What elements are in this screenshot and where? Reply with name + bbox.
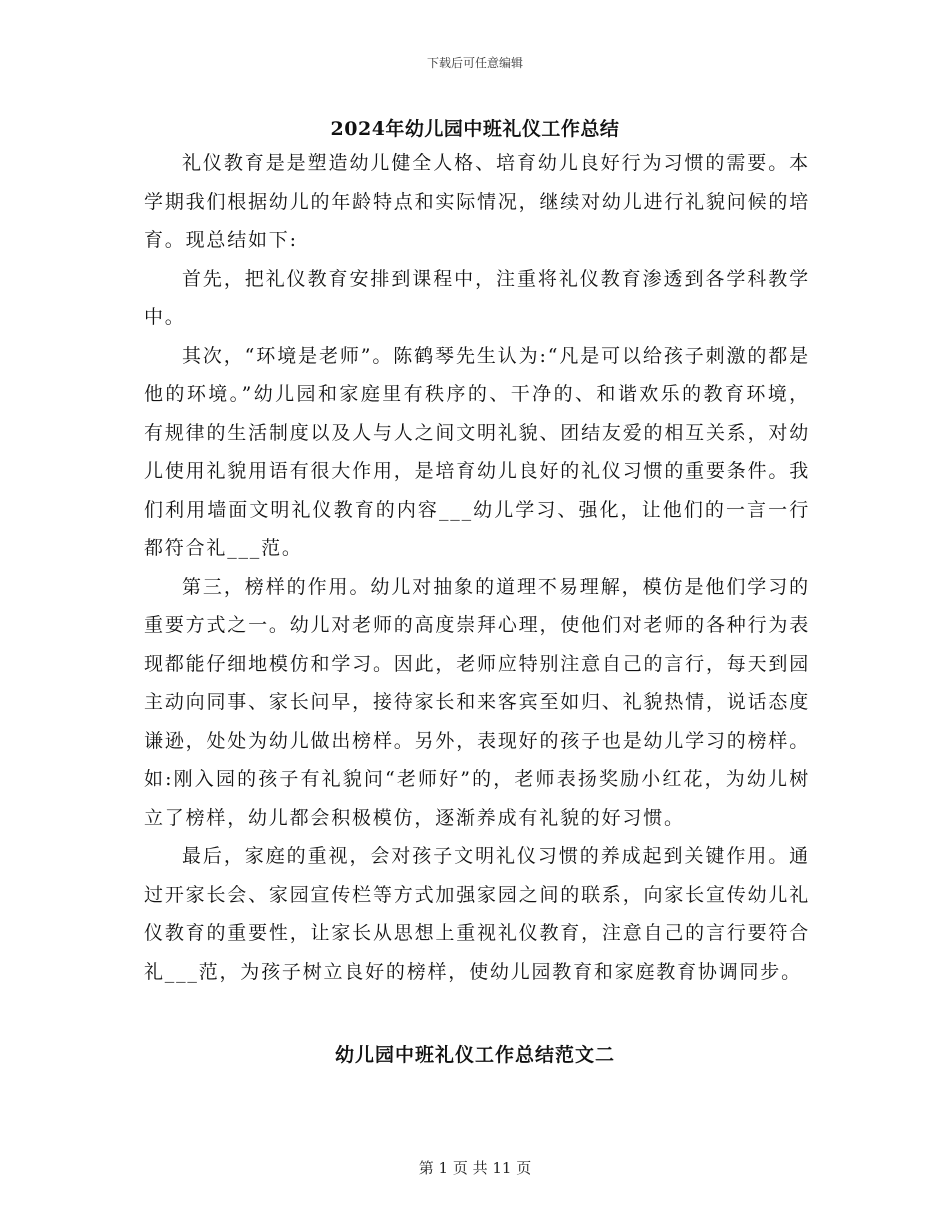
paragraph-second: 其次，“环境是老师”。陈鹤琴先生认为:“凡是可以给孩子刺激的都是他的环境。”幼儿园和家庭里有秩序的、干净的、和谐欢乐的教育环境，有规律的生活制度以及人与人之间文明礼貌、团结友爱的相互关系，对幼儿使用礼貌用语有很大作用，是培育幼儿良好的礼仪习惯的重要条件。我们利用墙面文明礼仪教育的内容___幼儿学习、强化，让他们的一言一行都符合礼___范。 (144, 344, 810, 559)
section-title: 幼儿园中班礼仪工作总结范文二 (334, 1044, 615, 1066)
document-body (144, 144, 810, 991)
paragraph-intro: 礼仪教育是是塑造幼儿健全人格、培育幼儿良好行为习惯的需要。本学期我们根据幼儿的年龄特点和实际情况，继续对幼儿进行礼貌问候的培育。现总结如下: (144, 152, 810, 251)
paragraph-third: 第三，榜样的作用。幼儿对抽象的道理不易理解，模仿是他们学习的重要方式之一。幼儿对老师的高度崇拜心理，使他们对老师的各种行为表现都能仔细地模仿和学习。因此，老师应特别注意自己的言行，每天到园主动向同事、家长问早，接待家长和来客宾至如归、礼貌热情，说话态度谦逊，处处为幼儿做出榜样。另外，表现好的孩子也是幼儿学习的榜样。如:刚入园的孩子有礼貌问“老师好”的，老师表扬奖励小红花，为幼儿树立了榜样，幼儿都会积极模仿，逐渐养成有礼貌的好习惯。 (144, 575, 810, 829)
paragraph-first: 首先，把礼仪教育安排到课程中，注重将礼仪教育渗透到各学科教学中。 (144, 267, 810, 328)
page-footer: 第 1 页 共 11 页 (418, 1159, 532, 1177)
document-title: 2024年幼儿园中班礼仪工作总结 (330, 118, 620, 140)
header-note: 下载后可任意编辑 (426, 56, 523, 70)
paragraph-last: 最后，家庭的重视，会对孩子文明礼仪习惯的养成起到关键作用。通过开家长会、家园宣传栏等方式加强家园之间的联系，向家长宣传幼儿礼仪教育的重要性，让家长从思想上重视礼仪教育，注意自己的言行要符合礼___范，为孩子树立良好的榜样，使幼儿园教育和家庭教育协调同步。 (144, 845, 810, 983)
